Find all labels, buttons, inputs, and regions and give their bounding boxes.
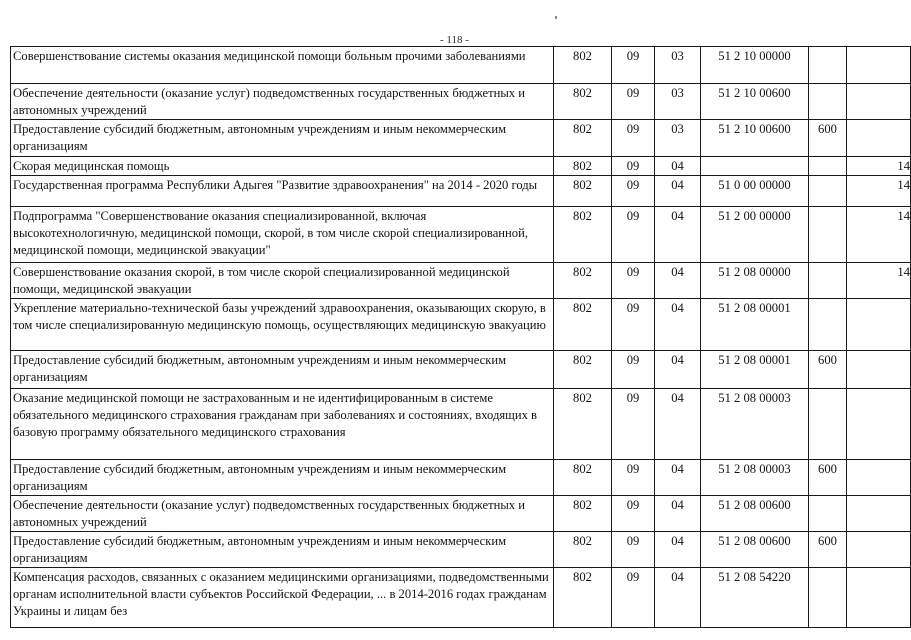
- amount-cell: [847, 299, 911, 351]
- target-article-cell: 51 2 08 00600: [701, 496, 809, 532]
- department-code-cell: 802: [554, 496, 612, 532]
- target-article-cell: 51 2 10 00600: [701, 84, 809, 120]
- section-code-cell: 09: [612, 460, 655, 496]
- department-code-cell: 802: [554, 157, 612, 176]
- item-name-cell: Предоставление субсидий бюджетным, автономным учреждениям и иным некоммерческим организациям: [11, 120, 554, 157]
- scan-speck: [555, 16, 557, 19]
- table-row: [11, 263, 911, 299]
- target-article-cell: 51 2 08 54220: [701, 568, 809, 628]
- department-code-cell: 802: [554, 120, 612, 157]
- amount-cell: [847, 351, 911, 389]
- target-article-cell: 51 2 08 00001: [701, 299, 809, 351]
- expense-type-cell: [809, 496, 847, 532]
- table-row: [11, 120, 911, 157]
- expense-type-cell: [809, 568, 847, 628]
- expense-type-cell: [809, 207, 847, 263]
- target-article-cell: 51 2 08 00003: [701, 389, 809, 460]
- subsection-code-cell: 04: [655, 299, 701, 351]
- department-code-cell: 802: [554, 84, 612, 120]
- target-article-cell: 51 2 10 00000: [701, 47, 809, 84]
- target-article-cell: 51 2 08 00001: [701, 351, 809, 389]
- target-article-cell: [701, 157, 809, 176]
- section-code-cell: 09: [612, 207, 655, 263]
- budget-table-container: [10, 46, 910, 640]
- item-name-cell: Государственная программа Республики Адыгея "Развитие здравоохранения" на 2014 - 2020 годы: [11, 176, 554, 207]
- item-name-cell: Предоставление субсидий бюджетным, автономным учреждениям и иным некоммерческим организациям: [11, 460, 554, 496]
- subsection-code-cell: 04: [655, 496, 701, 532]
- section-code-cell: 09: [612, 299, 655, 351]
- amount-cell: [847, 120, 911, 157]
- amount-cell: [847, 496, 911, 532]
- amount-cell: 14: [847, 157, 911, 176]
- subsection-code-cell: 04: [655, 176, 701, 207]
- department-code-cell: 802: [554, 389, 612, 460]
- expense-type-cell: [809, 47, 847, 84]
- item-name-cell: Предоставление субсидий бюджетным, автономным учреждениям и иным некоммерческим организациям: [11, 532, 554, 568]
- department-code-cell: 802: [554, 47, 612, 84]
- subsection-code-cell: 04: [655, 389, 701, 460]
- department-code-cell: 802: [554, 176, 612, 207]
- section-code-cell: 09: [612, 496, 655, 532]
- subsection-code-cell: 04: [655, 568, 701, 628]
- section-code-cell: 09: [612, 176, 655, 207]
- subsection-code-cell: 04: [655, 351, 701, 389]
- subsection-code-cell: 03: [655, 84, 701, 120]
- subsection-code-cell: 04: [655, 460, 701, 496]
- page-number: - 118 -: [440, 34, 469, 46]
- table-row: [11, 351, 911, 389]
- table-row: [11, 207, 911, 263]
- section-code-cell: 09: [612, 84, 655, 120]
- section-code-cell: 09: [612, 157, 655, 176]
- subsection-code-cell: 04: [655, 207, 701, 263]
- expense-type-cell: [809, 176, 847, 207]
- item-name-cell: Обеспечение деятельности (оказание услуг) подведомственных государственных бюджетных и автономных учреждений: [11, 84, 554, 120]
- section-code-cell: 09: [612, 351, 655, 389]
- target-article-cell: 51 0 00 00000: [701, 176, 809, 207]
- department-code-cell: 802: [554, 299, 612, 351]
- section-code-cell: 09: [612, 568, 655, 628]
- amount-cell: [847, 568, 911, 628]
- department-code-cell: 802: [554, 532, 612, 568]
- expense-type-cell: 600: [809, 460, 847, 496]
- table-row: [11, 176, 911, 207]
- table-row: [11, 496, 911, 532]
- item-name-cell: Предоставление субсидий бюджетным, автономным учреждениям и иным некоммерческим организациям: [11, 351, 554, 389]
- target-article-cell: 51 2 10 00600: [701, 120, 809, 157]
- table-row: [11, 299, 911, 351]
- target-article-cell: 51 2 08 00600: [701, 532, 809, 568]
- item-name-cell: Обеспечение деятельности (оказание услуг) подведомственных государственных бюджетных и автономных учреждений: [11, 496, 554, 532]
- table-row: [11, 460, 911, 496]
- amount-cell: 14: [847, 207, 911, 263]
- department-code-cell: 802: [554, 460, 612, 496]
- expense-type-cell: [809, 263, 847, 299]
- target-article-cell: 51 2 08 00003: [701, 460, 809, 496]
- section-code-cell: 09: [612, 389, 655, 460]
- section-code-cell: 09: [612, 47, 655, 84]
- expense-type-cell: 600: [809, 351, 847, 389]
- subsection-code-cell: 04: [655, 532, 701, 568]
- expense-type-cell: 600: [809, 120, 847, 157]
- table-row: [11, 568, 911, 628]
- item-name-cell: Совершенствование системы оказания медицинской помощи больным прочими заболеваниями: [11, 47, 554, 84]
- item-name-cell: Оказание медицинской помощи не застрахованным и не идентифицированным в системе обязательного медицинского страхования гражданам при заболеваниях и состояниях, входящих в базовую программу обязательного медицинского страхования: [11, 389, 554, 460]
- item-name-cell: Скорая медицинская помощь: [11, 157, 554, 176]
- table-row: [11, 389, 911, 460]
- section-code-cell: 09: [612, 263, 655, 299]
- amount-cell: [847, 460, 911, 496]
- table-row: [11, 157, 911, 176]
- item-name-cell: Подпрограмма "Совершенствование оказания специализированной, включая высокотехнологичную, медицинской помощи, скорой, в том числе скорой специализированной, медицинской помощи, медицинской эвакуации": [11, 207, 554, 263]
- department-code-cell: 802: [554, 568, 612, 628]
- table-row: [11, 84, 911, 120]
- expense-type-cell: [809, 389, 847, 460]
- department-code-cell: 802: [554, 207, 612, 263]
- item-name-cell: Компенсация расходов, связанных с оказанием медицинскими организациями, подведомственными органам исполнительной власти субъектов Российской Федерации, ... в 2014-2016 годах гражданам Украины и лицам без: [11, 568, 554, 628]
- expense-type-cell: 600: [809, 532, 847, 568]
- amount-cell: [847, 84, 911, 120]
- amount-cell: [847, 47, 911, 84]
- department-code-cell: 802: [554, 351, 612, 389]
- budget-table: [10, 46, 911, 628]
- item-name-cell: Совершенствование оказания скорой, в том числе скорой специализированной медицинской помощи, медицинской эвакуации: [11, 263, 554, 299]
- amount-cell: [847, 532, 911, 568]
- amount-cell: 14: [847, 263, 911, 299]
- table-row: [11, 47, 911, 84]
- subsection-code-cell: 03: [655, 47, 701, 84]
- table-row: [11, 532, 911, 568]
- subsection-code-cell: 04: [655, 157, 701, 176]
- amount-cell: 14: [847, 176, 911, 207]
- budget-table-body: [11, 47, 911, 628]
- section-code-cell: 09: [612, 532, 655, 568]
- subsection-code-cell: 04: [655, 263, 701, 299]
- expense-type-cell: [809, 299, 847, 351]
- section-code-cell: 09: [612, 120, 655, 157]
- item-name-cell: Укрепление материально-технической базы учреждений здравоохранения, оказывающих скорую, в том числе специализированную медицинскую помощь, осуществляющих медицинскую эвакуацию: [11, 299, 554, 351]
- subsection-code-cell: 03: [655, 120, 701, 157]
- expense-type-cell: [809, 84, 847, 120]
- department-code-cell: 802: [554, 263, 612, 299]
- expense-type-cell: [809, 157, 847, 176]
- target-article-cell: 51 2 00 00000: [701, 207, 809, 263]
- amount-cell: [847, 389, 911, 460]
- target-article-cell: 51 2 08 00000: [701, 263, 809, 299]
